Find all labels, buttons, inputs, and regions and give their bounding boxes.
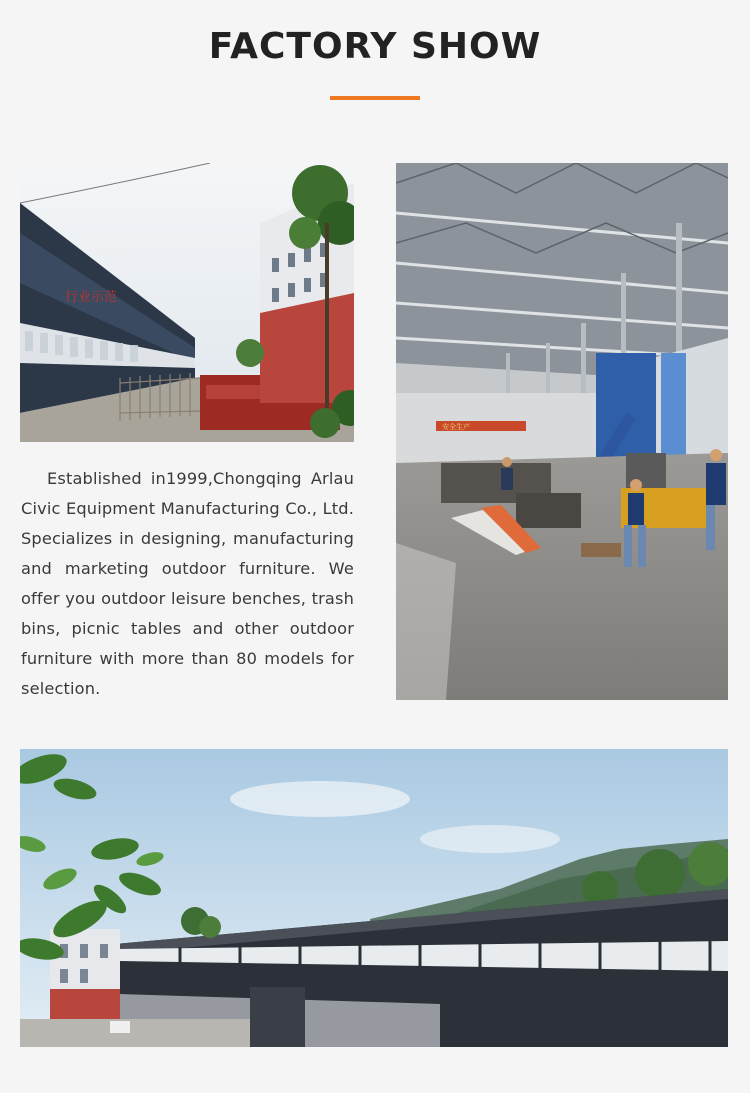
workshop-interior-photo xyxy=(396,163,728,700)
section-title: FACTORY SHOW xyxy=(208,26,542,67)
gate-sign-text: 行业示范 xyxy=(65,290,118,305)
factory-exterior-photo xyxy=(20,749,728,1047)
workshop-banner-text: 安全生产 xyxy=(442,423,470,431)
company-description: Established in1999,Chongqing Arlau Civic Equipment Manufacturing Co., Ltd. Specializes in designing, manufacturing and marketing outdoor furniture. We offer you outdoor leisure benches, trash bins, picnic tables and other outdoor furniture with more than 80 models for selection. xyxy=(21,469,354,698)
factory-gate-photo xyxy=(20,163,354,442)
title-underline xyxy=(330,96,420,100)
